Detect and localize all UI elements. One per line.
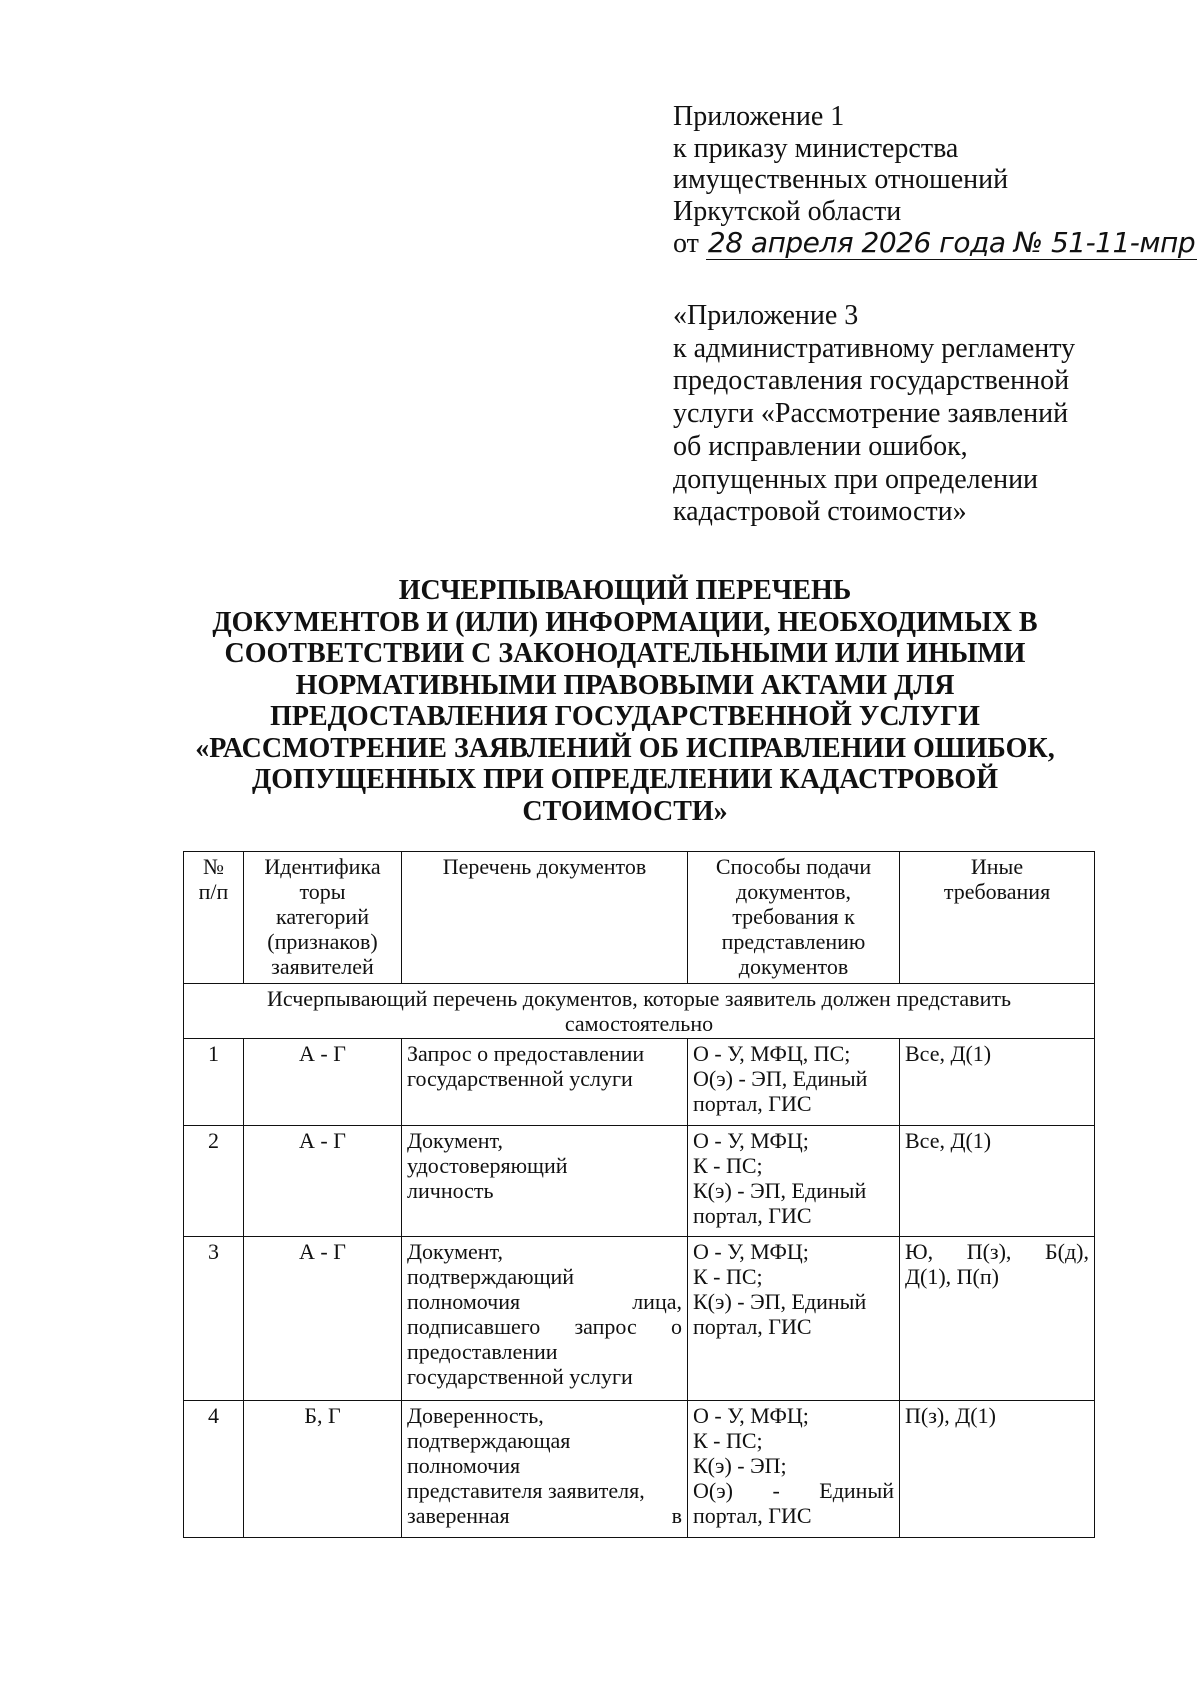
documents-table bbox=[183, 851, 1095, 1538]
header-line: требования bbox=[943, 879, 1051, 904]
cell-line: Ю, П(з), Б(д), bbox=[905, 1239, 1089, 1264]
title-line: ДОКУМЕНТОВ И (ИЛИ) ИНФОРМАЦИИ, НЕОБХОДИМЫХ В bbox=[212, 606, 1038, 638]
row-document bbox=[402, 1126, 688, 1237]
header-submission-methods bbox=[688, 852, 900, 984]
table-row bbox=[184, 1401, 1095, 1538]
header-document-list bbox=[402, 852, 688, 984]
row-document bbox=[402, 1039, 688, 1126]
row-number: 3 bbox=[184, 1237, 244, 1401]
row-other bbox=[900, 1126, 1095, 1237]
cell-line: портал, ГИС bbox=[693, 1314, 812, 1339]
appendix-3-line: допущенных при определении bbox=[673, 463, 1039, 495]
cell-line: государственной услуги bbox=[407, 1066, 633, 1091]
cell-line: К - ПС; bbox=[693, 1153, 763, 1178]
table-row bbox=[184, 1237, 1095, 1401]
header-line: Идентифика bbox=[264, 854, 381, 879]
handwritten-date-signature: 28 апреля 2026 года № 51-11-мпр bbox=[707, 226, 1196, 259]
cell-line: О - У, МФЦ, ПС; bbox=[693, 1041, 851, 1066]
cell-line: П(з), Д(1) bbox=[905, 1403, 996, 1428]
appendix-3-line: к административному регламенту bbox=[673, 332, 1076, 364]
appendix-3-line: предоставления государственной bbox=[673, 365, 1070, 397]
cell-line: О - У, МФЦ; bbox=[693, 1239, 809, 1264]
row-number: 4 bbox=[184, 1401, 244, 1538]
row-methods bbox=[688, 1401, 900, 1538]
header-line: (признаков) bbox=[267, 929, 378, 954]
title-line: ПРЕДОСТАВЛЕНИЯ ГОСУДАРСТВЕННОЙ УСЛУГИ bbox=[270, 701, 980, 732]
header-line: Способы подачи bbox=[715, 854, 872, 879]
table-row bbox=[184, 1039, 1095, 1126]
title-line: ИСЧЕРПЫВАЮЩИЙ ПЕРЕЧЕНЬ bbox=[398, 575, 852, 606]
cell-line: подписавшего запрос о bbox=[407, 1314, 682, 1339]
cell-line: портал, ГИС bbox=[693, 1091, 812, 1116]
header-line: представлению bbox=[721, 929, 866, 954]
order-date-line bbox=[673, 227, 1197, 260]
header-identifiers bbox=[244, 852, 402, 984]
header-line: п/п bbox=[198, 879, 229, 904]
row-methods bbox=[688, 1039, 900, 1126]
document-title bbox=[150, 575, 1100, 827]
row-other bbox=[900, 1039, 1095, 1126]
cell-line: Доверенность, bbox=[407, 1403, 544, 1428]
appendix-3-line: «Приложение 3 bbox=[673, 300, 859, 331]
section-heading bbox=[184, 984, 1095, 1039]
row-methods bbox=[688, 1126, 900, 1237]
row-identifier: Б, Г bbox=[244, 1401, 402, 1538]
cell-line: К(э) - ЭП, Единый bbox=[693, 1289, 867, 1314]
title-line: СООТВЕТСТВИИ С ЗАКОНОДАТЕЛЬНЫМИ ИЛИ ИНЫМИ bbox=[224, 638, 1026, 669]
cell-line: Д(1), П(п) bbox=[905, 1264, 999, 1289]
cell-line: Все, Д(1) bbox=[905, 1128, 992, 1153]
appendix-1-line: имущественных отношений bbox=[673, 164, 1009, 195]
header-line: торы bbox=[299, 879, 346, 904]
row-number: 1 bbox=[184, 1039, 244, 1126]
cell-line: Документ, bbox=[407, 1239, 504, 1264]
cell-line: О - У, МФЦ; bbox=[693, 1403, 809, 1428]
appendix-3-line: об исправлении ошибок, bbox=[673, 430, 968, 462]
header-line: Перечень документов bbox=[442, 854, 647, 879]
cell-line: полномочия bbox=[407, 1453, 521, 1478]
cell-line: К(э) - ЭП; bbox=[693, 1453, 787, 1478]
row-other bbox=[900, 1237, 1095, 1401]
cell-line: портал, ГИС bbox=[693, 1503, 812, 1528]
header-line: Иные bbox=[970, 854, 1024, 879]
header-line: № bbox=[203, 854, 224, 879]
header-number bbox=[184, 852, 244, 984]
row-identifier: А - Г bbox=[244, 1237, 402, 1401]
row-identifier: А - Г bbox=[244, 1126, 402, 1237]
cell-line: Запрос о предоставлении bbox=[407, 1041, 645, 1066]
cell-line: О - У, МФЦ; bbox=[693, 1128, 809, 1153]
row-document bbox=[402, 1237, 688, 1401]
cell-line: О(э) - ЭП, Единый bbox=[693, 1066, 868, 1091]
section-line: самостоятельно bbox=[564, 1011, 714, 1036]
row-methods bbox=[688, 1237, 900, 1401]
row-document bbox=[402, 1401, 688, 1538]
cell-line: подтверждающая bbox=[407, 1428, 571, 1453]
cell-line: К - ПС; bbox=[693, 1264, 763, 1289]
cell-line: К(э) - ЭП, Единый bbox=[693, 1178, 867, 1203]
cell-line: полномочия лица, bbox=[407, 1289, 682, 1314]
cell-line: заверенная в bbox=[407, 1503, 682, 1528]
header-line: требования к bbox=[732, 904, 855, 929]
cell-line: представителя заявителя, bbox=[407, 1478, 645, 1503]
cell-line: Все, Д(1) bbox=[905, 1041, 992, 1066]
section-line: Исчерпывающий перечень документов, которые заявитель должен представить bbox=[267, 986, 1011, 1011]
row-number: 2 bbox=[184, 1126, 244, 1237]
cell-line: портал, ГИС bbox=[693, 1203, 812, 1228]
date-prefix: от bbox=[673, 228, 699, 259]
header-other-requirements bbox=[900, 852, 1095, 984]
appendix-3-line: кадастровой стоимости» bbox=[673, 496, 967, 528]
cell-line: личность bbox=[407, 1178, 494, 1203]
cell-line: удостоверяющий bbox=[407, 1153, 568, 1178]
table-header-row bbox=[184, 852, 1095, 984]
cell-line: К - ПС; bbox=[693, 1428, 763, 1453]
appendix-3-line: услуги «Рассмотрение заявлений bbox=[673, 398, 1069, 430]
appendix-1-line: Приложение 1 bbox=[673, 101, 845, 132]
header-line: заявителей bbox=[271, 954, 374, 979]
appendix-1-line: к приказу министерства bbox=[673, 132, 959, 164]
table-row bbox=[184, 1126, 1095, 1237]
header-line: документов, bbox=[736, 879, 851, 904]
appendix-1-line: Иркутской области bbox=[673, 195, 902, 227]
cell-line: предоставлении bbox=[407, 1339, 558, 1364]
title-line: СТОИМОСТИ» bbox=[522, 795, 728, 827]
cell-line: подтверждающий bbox=[407, 1264, 575, 1289]
header-line: документов bbox=[738, 954, 849, 979]
cell-line: О(э) - Единый bbox=[693, 1478, 894, 1503]
section-row bbox=[184, 984, 1095, 1039]
row-other bbox=[900, 1401, 1095, 1538]
cell-line: Документ, bbox=[407, 1128, 504, 1153]
title-line: «РАССМОТРЕНИЕ ЗАЯВЛЕНИЙ ОБ ИСПРАВЛЕНИИ ОШИБОК, bbox=[195, 732, 1055, 764]
row-identifier: А - Г bbox=[244, 1039, 402, 1126]
title-line: ДОПУЩЕННЫХ ПРИ ОПРЕДЕЛЕНИИ КАДАСТРОВОЙ bbox=[252, 764, 998, 795]
header-line: категорий bbox=[276, 904, 369, 929]
cell-line: государственной услуги bbox=[407, 1364, 633, 1389]
appendix-1-block bbox=[673, 101, 1197, 260]
title-line: НОРМАТИВНЫМИ ПРАВОВЫМИ АКТАМИ ДЛЯ bbox=[295, 669, 955, 701]
appendix-3-block bbox=[673, 300, 1075, 529]
